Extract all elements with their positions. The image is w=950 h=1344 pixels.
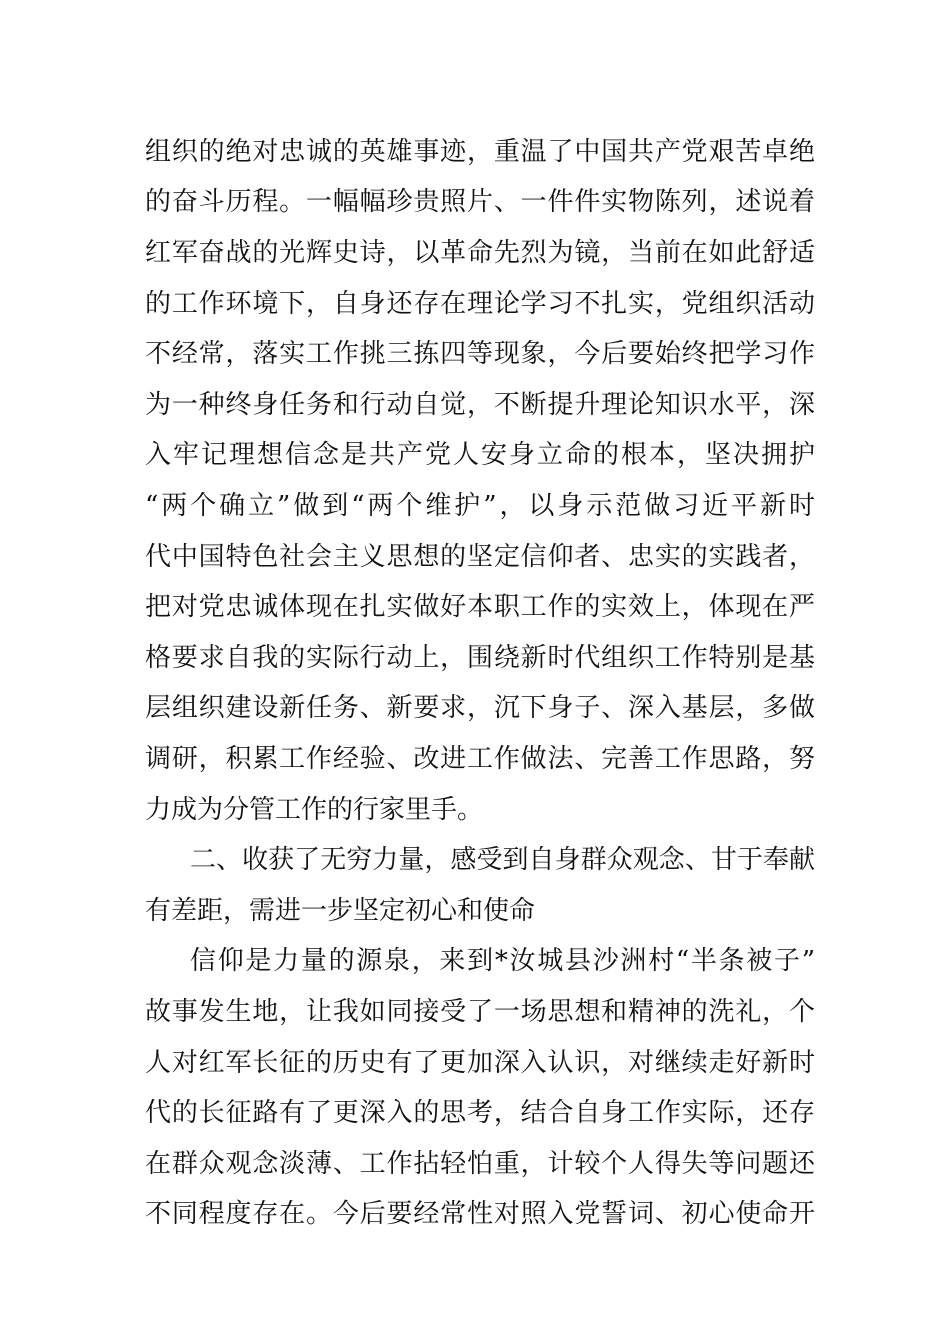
text-line: 信仰是力量的源泉，来到*汝城县沙洲村“半条被子” bbox=[190, 946, 815, 976]
text-line: 调研，积累工作经验、改进工作做法、完善工作思路，努 bbox=[145, 744, 815, 774]
section-heading-line: 有差距，需进一步坚定初心和使命 bbox=[145, 896, 536, 926]
section-heading-line: 二、收获了无穷力量，感受到自身群众观念、甘于奉献 bbox=[190, 845, 815, 875]
text-line: 人对红军长征的历史有了更加深入认识，对继续走好新时 bbox=[145, 1048, 815, 1078]
text-line: 的奋斗历程。一幅幅珍贵照片、一件件实物陈列，述说着 bbox=[145, 187, 815, 217]
text-line: 代的长征路有了更深入的思考，结合自身工作实际，还存 bbox=[145, 1098, 815, 1128]
text-line: 入牢记理想信念是共产党人安身立命的根本，坚决拥护 bbox=[145, 440, 815, 470]
text-line: “两个确立”做到“两个维护”，以身示范做习近平新时 bbox=[145, 491, 815, 521]
text-line: 力成为分管工作的行家里手。 bbox=[145, 795, 484, 825]
text-line: 组织的绝对忠诚的英雄事迹，重温了中国共产党艰苦卓绝 bbox=[145, 137, 815, 167]
text-line: 把对党忠诚体现在扎实做好本职工作的实效上，体现在严 bbox=[145, 592, 815, 622]
text-line: 故事发生地，让我如同接受了一场思想和精神的洗礼，个 bbox=[145, 997, 815, 1027]
text-line: 在群众观念淡薄、工作拈轻怕重，计较个人得失等问题还 bbox=[145, 1149, 815, 1179]
text-line: 不同程度存在。今后要经常性对照入党誓词、初心使命开 bbox=[145, 1199, 815, 1229]
text-line: 的工作环境下，自身还存在理论学习不扎实，党组织活动 bbox=[145, 289, 815, 319]
text-line: 层组织建设新任务、新要求，沉下身子、深入基层，多做 bbox=[145, 693, 815, 723]
text-line: 红军奋战的光辉史诗，以革命先烈为镜，当前在如此舒适 bbox=[145, 238, 815, 268]
text-line: 不经常，落实工作挑三拣四等现象，今后要始终把学习作 bbox=[145, 339, 815, 369]
text-line: 格要求自我的实际行动上，围绕新时代组织工作特别是基 bbox=[145, 643, 815, 673]
text-line: 代中国特色社会主义思想的坚定信仰者、忠实的实践者， bbox=[145, 542, 815, 572]
text-line: 为一种终身任务和行动自觉，不断提升理论知识水平，深 bbox=[145, 390, 815, 420]
